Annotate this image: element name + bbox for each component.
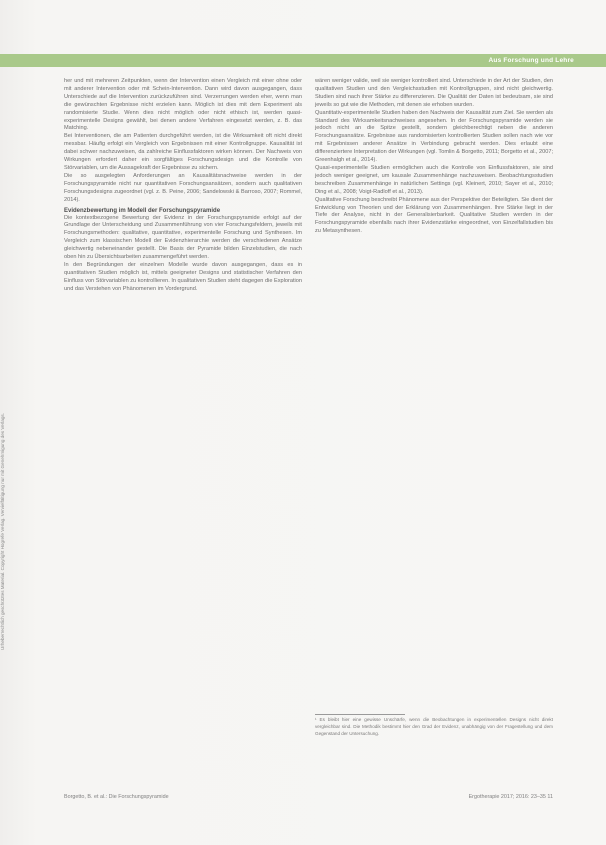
section-banner: [0, 54, 606, 67]
right-column: [315, 78, 553, 236]
right-paragraph-3: Quasi-experimentelle Studien ermöglichen auch die Kontrolle von Einflussfaktoren, sie sind jedoch weniger geeignet, um kausale Zusammenhänge nachzuweisen. Beobachtungsstudien beschreiben Zusammenhänge in natürlichen Settings (vgl. Kleinert, 2010; Sayer et al., 2010; Ding et al., 2008; Voigt-Radloff et al., 2013).: [315, 164, 553, 195]
left-paragraph-3: Die so ausgelegten Anforderungen an Kausalitätsnachweise werden in der Forschungspyramide nicht nur quantitativen Forschungsansätzen, sondern auch qualitativen Forschungsdesigns zugeordnet (vgl. z. B. Peine, 2006; Sandelowski & Barroso, 2007; Rommel, 2014).: [64, 172, 302, 203]
footer-page-info: Ergotherapie 2017; 2016: 23–35 11: [468, 794, 553, 800]
footnote: ¹ Es bleibt hier eine gewisse Unschärfe, wenn die Beobachtungen in experimentellen Designs nicht direkt vergleichbar sind. Die Methodik bestimmt hier den Grad der Evidenz, unabhängig von der Fragestellung und dem Gegenstand der Untersuchung.: [315, 717, 553, 736]
footer-citation: Borgetto, B. et al.: Die Forschungspyramide: [64, 794, 169, 800]
left-paragraph-2: Bei Interventionen, die am Patienten durchgeführt werden, ist die Wirksamkeit oft nicht direkt messbar. Häufig erfolgt ein Vergleich von Ergebnissen mit einer Kontrollgruppe. Kausalität ist dabei schwer nachzuweisen, da zahlreiche Einflussfaktoren wirken können. Der Nachweis von Wirkungen erfordert daher ein sorgfältiges Forschungsdesign und die Kontrolle von Störvariablen, um die Aussagekraft der Ergebnisse zu sichern.: [64, 133, 302, 171]
footnote-divider: [315, 714, 405, 715]
left-paragraph-5: In den Begründungen der einzelnen Modelle wurde davon ausgegangen, dass es in quantitativen Studien möglich ist, mittels geeigneter Designs und statistischer Verfahren den Einfluss von Störvariablen zu kontrollieren. In qualitativen Studien steht dagegen die Exploration und das Verstehen von Phänomenen im Vordergrund.: [64, 261, 302, 292]
right-paragraph-4: Qualitative Forschung beschreibt Phänomene aus der Perspektive der Beteiligten. Sie dient der Entwicklung von Theorien und der Erklärung von Zusammenhängen. Ihre Stärke liegt in der Tiefe der Analyse, nicht in der Generalisierbarkeit. Qualitative Studien werden in der Forschungspyramide ebenfalls nach ihrer Evidenzstärke eingeordnet, von Einzelfallstudien bis zu Metasynthesen.: [315, 196, 553, 235]
left-paragraph-1: her und mit mehreren Zeitpunkten, wenn der Intervention einen Vergleich mit einer ohne oder mit anderer Intervention oder mit Schein-Intervention. Dann wird davon ausgegangen, dass Unterschiede auf die Intervention zurückzuführen sind. Verzerrungen werden eher, wenn man die gewünschten Ergebnisse nicht erzielen kann. Möglich ist dies mit dem Experiment als randomisierte Studie. Wenn dies nicht möglich oder nicht ethisch ist, werden quasi-experimentelle Designs gewählt, bei denen andere Verfahren eingesetzt werden, z. B. das Matching.: [64, 78, 302, 132]
left-column: [64, 78, 302, 294]
section-label: Aus Forschung und Lehre: [488, 57, 574, 64]
section-heading: Evidenzbewertung im Modell der Forschungspyramide: [64, 207, 221, 214]
left-paragraph-4: Die kontextbezogene Bewertung der Evidenz in der Forschungspyramide erfolgt auf der Grundlage der Unterscheidung und Zusammenführung von vier Forschungsfeldern, jeweils mit Forschungsmethoden: qualitative, quantitative, experimentelle Forschung und Synthesen. Im Vergleich zum klassischen Modell der Evidenzhierarchie werden die verschiedenen Ansätze gleichwertig nebeneinander gestellt. Die Basis der Pyramide bilden Einzelstudien, die nach oben hin zu Übersichtsarbeiten zusammengeführt werden.: [64, 214, 302, 261]
right-paragraph-1: wären weniger valide, weil sie weniger kontrolliert sind. Unterschiede in der Art der Studien, den qualitativen Studien und den Vergleichsstudien mit Kontrollgruppen, sind nicht gleichwertig. Studien sind nach ihrer Stärke zu differenzieren. Die Qualität der Daten ist bedeutsam, sie sind jeweils so gut wie die Methoden, mit denen sie erhoben wurden.: [315, 78, 553, 108]
copyright-side-note: Urheberrechtlich geschütztes Material. Copyright Hogrefe Verlag. Vervielfältigung nur mit Genehmigung des Verlags.: [0, 413, 5, 650]
right-paragraph-2: Quantitativ-experimentelle Studien haben den Nachweis der Kausalität zum Ziel. Sie werden als Standard des Wirksamkeitsnachweises angesehen. In der Forschungspyramide werden sie jedoch nicht an die Spitze gestellt, sondern gleichberechtigt neben die anderen Forschungsansätze. Ergebnisse aus randomisierten kontrollierten Studien sollen nach wie vor mit Ergebnissen anderer Ansätze in Verbindung gebracht werden. Dies erlaubt eine differenziertere Interpretation der Wirkungen (vgl. Tomlin & Borgetto, 2011; Borgetto et al., 2007; Greenhalgh et al., 2014).: [315, 109, 553, 164]
